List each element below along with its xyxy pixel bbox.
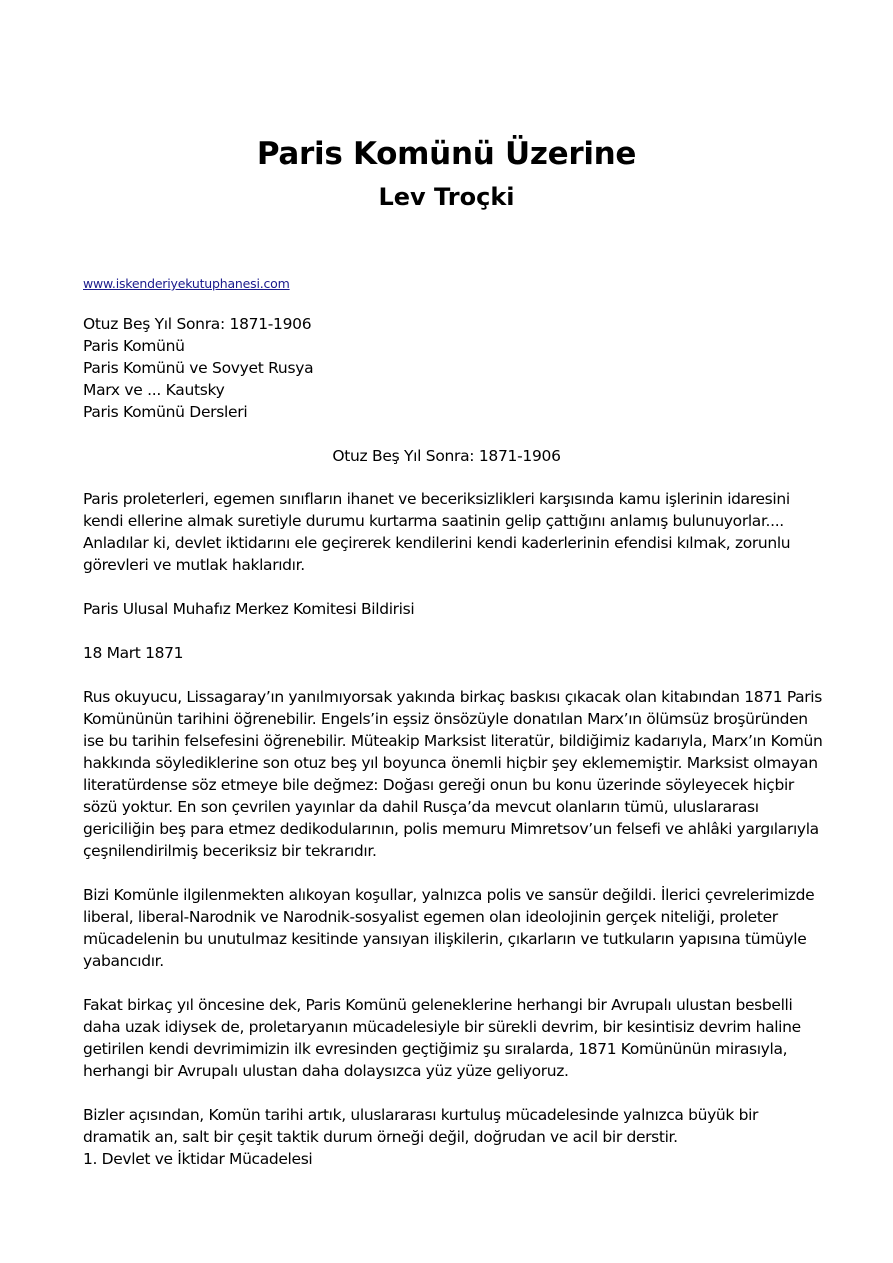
subsection-heading: 1. Devlet ve İktidar Mücadelesi xyxy=(83,1150,313,1168)
toc-item: Paris Komünü ve Sovyet Rusya xyxy=(83,359,314,377)
paragraph: Bizler açısından, Komün tarihi artık, uluslararası kurtuluş mücadelesinde yalnızca büyük bir dramatik an, salt bir çeşit taktik durum örneği değil, doğrudan ve acil bir derstir. xyxy=(83,1106,759,1146)
document-author: Lev Troçki xyxy=(378,183,515,211)
document-title: Paris Komünü Üzerine xyxy=(256,136,637,172)
paragraph: Rus okuyucu, Lissagaray’ın yanılmıyorsak yakında birkaç baskısı çıkacak olan kitabından 1871 Paris Komününün tarihini öğrenebilir. Engels’in eşsiz önsözüyle donatılan Marx’ın ölümsüz broşüründen ise bu tarihin felsefesini öğrenebilir. Müteakip Marksist literatür, bildiğimiz kadarıyla, Marx’ın Komün hakkında söylediklerine son otuz beş yıl boyunca önemli hiçbir şey eklememiştir. Marksist olmayan literatürdense söz etmeye bile değmez: Doğası gereği onun bu konu üzerinde söyleyecek hiçbir sözü yoktur. En son çevrilen yayınlar da dahil Rusça’da mevcut olanların tümü, uluslararası gericiliğin beş para etmez dedikodularının, polis memuru Mimretsov’un felsefi ve ahlâki yargılarıyla çeşnilendirilmiş beceriksiz bir tekrarıdır. xyxy=(83,688,823,860)
body-text xyxy=(83,488,823,1170)
paragraph-date: 18 Mart 1871 xyxy=(83,644,184,662)
toc-item: Paris Komünü xyxy=(83,337,185,355)
paragraph: Fakat birkaç yıl öncesine dek, Paris Komünü geleneklerine herhangi bir Avrupalı ulustan besbelli daha uzak idiysek de, proletaryanın mücadelesiyle bir sürekli devrim, bir kesintisiz devrim haline getirilen kendi devrimimizin ilk evresinden geçtiğimiz şu sıralarda, 1871 Komününün mirasıyla, herhangi bir Avrupalı ulustan daha dolaysızca yüz yüze geliyoruz. xyxy=(83,996,801,1080)
section-heading: Otuz Beş Yıl Sonra: 1871-1906 xyxy=(332,447,561,465)
website-link[interactable]: www.iskenderiyekutuphanesi.com xyxy=(83,276,290,291)
paragraph: Bizi Komünle ilgilenmekten alıkoyan koşullar, yalnızca polis ve sansür değildi. İlerici çevrelerimizde liberal, liberal-Narodnik ve Narodnik-sosyalist egemen olan ideolojinin gerçek niteliği, proleter mücadelenin bu unutulmaz kesitinde yansıyan ilişkilerin, çıkarların ve tutkuların yapısına tümüyle yabancıdır. xyxy=(83,886,815,970)
paragraph-attribution: Paris Ulusal Muhafız Merkez Komitesi Bildirisi xyxy=(83,600,415,618)
toc-item: Otuz Beş Yıl Sonra: 1871-1906 xyxy=(83,315,312,333)
toc-item: Marx ve ... Kautsky xyxy=(83,381,225,399)
paragraph-epigraph: Paris proleterleri, egemen sınıfların ihanet ve beceriksizlikleri karşısında kamu işlerinin idaresini kendi ellerine almak suretiyle durumu kurtarma saatinin gelip çattığını anlamış bulunuyorlar.... Anladılar ki, devlet iktidarını ele geçirerek kendilerini kendi kaderlerinin efendisi kılmak, zorunlu görevleri ve mutlak haklarıdır. xyxy=(83,490,791,574)
table-of-contents xyxy=(83,313,313,423)
toc-item: Paris Komünü Dersleri xyxy=(83,403,248,421)
